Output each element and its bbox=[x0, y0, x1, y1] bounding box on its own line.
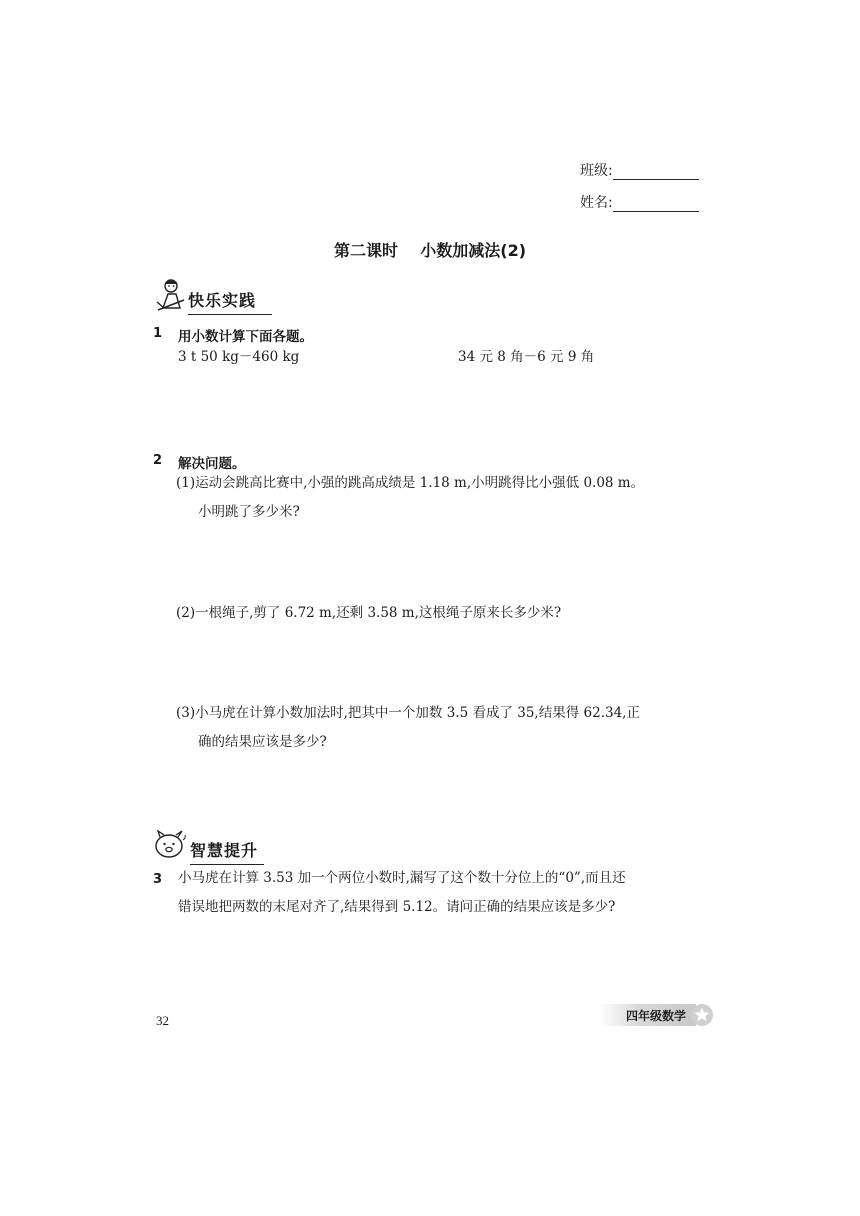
class-blank[interactable] bbox=[613, 163, 699, 180]
section-title: 快乐实践 bbox=[188, 288, 272, 315]
expression-a: 3 t 50 kg－460 kg bbox=[178, 349, 300, 365]
thinking-face-icon bbox=[152, 828, 188, 864]
book-label: 四年级数学 bbox=[625, 1009, 686, 1023]
question-number: 3 bbox=[153, 872, 163, 887]
question-3-line-1: 小马虎在计算 3.53 加一个两位小数时,漏写了这个数十分位上的“0”,而且还 bbox=[178, 870, 626, 886]
book-label-tab bbox=[600, 1004, 696, 1026]
class-label: 班级: bbox=[580, 163, 613, 179]
question-number: 2 bbox=[153, 453, 163, 468]
expression-b: 34 元 8 角－6 元 9 角 bbox=[458, 349, 595, 365]
subquestion-3-line-1: (3)小马虎在计算小数加法时,把其中一个加数 3.5 看成了 35,结果得 62.34,正 bbox=[176, 705, 640, 721]
question-3-line-2: 错误地把两数的末尾对齐了,结果得到 5.12。请问正确的结果应该是多少? bbox=[178, 899, 616, 915]
subquestion-2-line-1: (2)一根绳子,剪了 6.72 m,还剩 3.58 m,这根绳子原来长多少米? bbox=[176, 605, 562, 621]
name-field bbox=[580, 192, 699, 212]
name-blank[interactable] bbox=[613, 195, 699, 212]
question-number: 1 bbox=[153, 326, 163, 341]
question-prompt: 解决问题。 bbox=[178, 456, 246, 472]
class-field bbox=[580, 160, 699, 180]
name-label: 姓名: bbox=[580, 195, 613, 211]
subquestion-1-line-2: 小明跳了多少米? bbox=[198, 504, 300, 520]
subquestion-1-line-1: (1)运动会跳高比赛中,小强的跳高成绩是 1.18 m,小明跳得比小强低 0.08 m。 bbox=[176, 475, 645, 491]
question-prompt: 用小数计算下面各题。 bbox=[178, 329, 313, 345]
section-title: 智慧提升 bbox=[190, 838, 264, 865]
student-writing-icon bbox=[154, 278, 188, 316]
star-badge-icon bbox=[690, 1003, 714, 1031]
page-title: 第二课时 小数加减法(2) bbox=[333, 241, 527, 260]
page-number: 32 bbox=[156, 1013, 169, 1028]
subquestion-3-line-2: 确的结果应该是多少? bbox=[198, 734, 327, 750]
section-happy-practice bbox=[150, 278, 275, 312]
section-wisdom-boost bbox=[150, 828, 270, 862]
